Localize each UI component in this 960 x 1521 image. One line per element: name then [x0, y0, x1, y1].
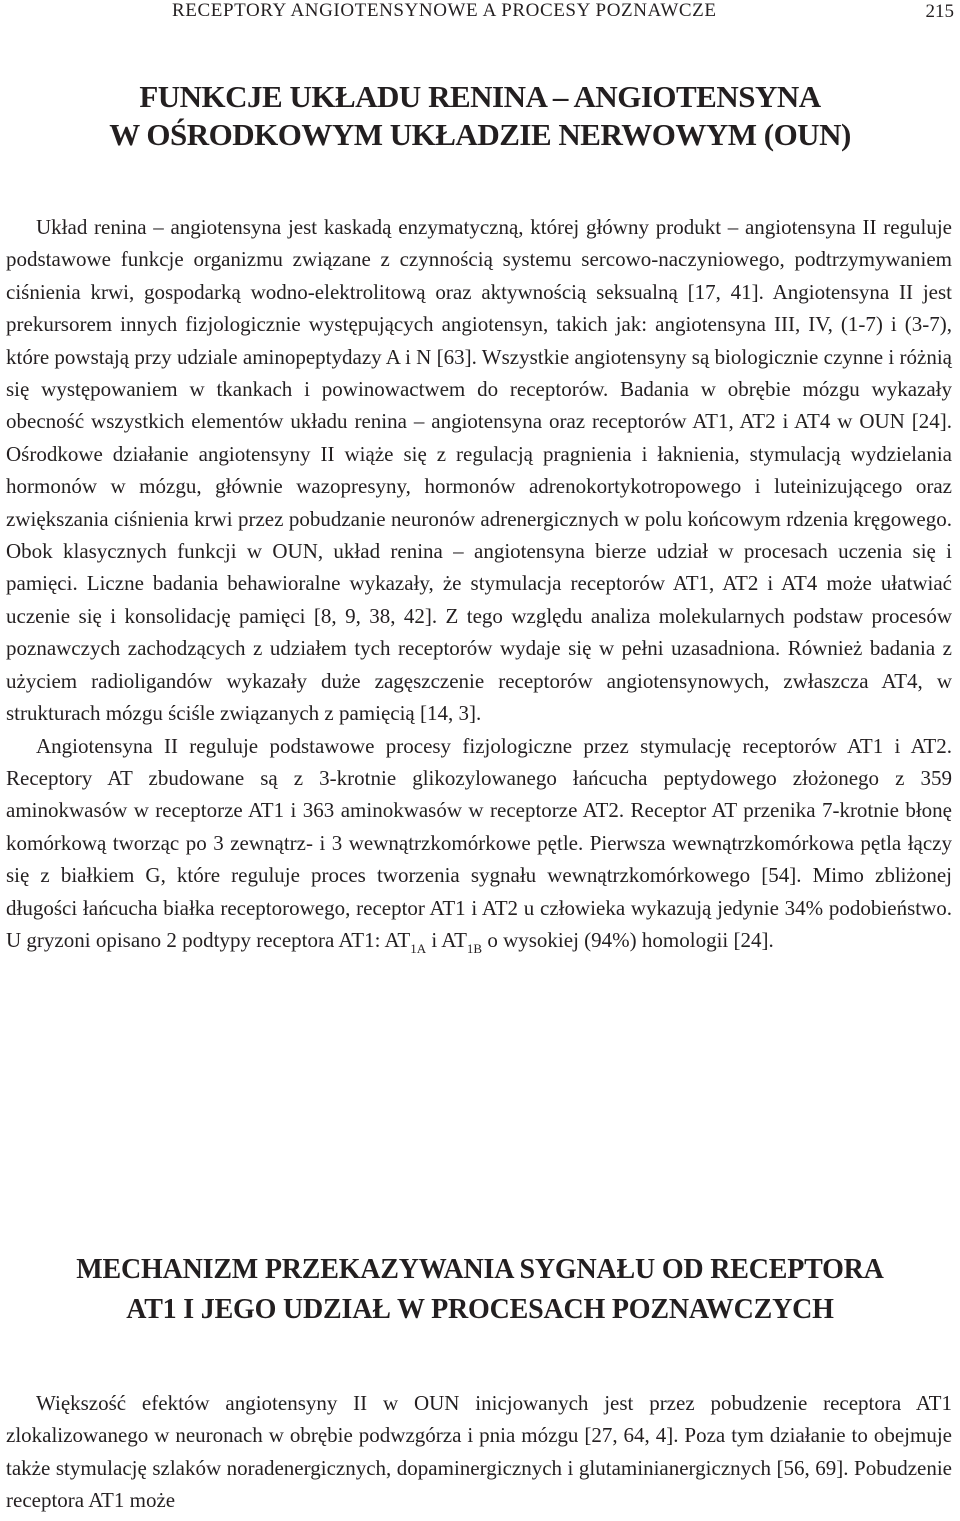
section-1-body — [6, 211, 952, 956]
section-heading-2 — [0, 1250, 960, 1330]
subtype-a-subscript: 1A — [410, 940, 427, 956]
subtype-b-subscript: 1B — [466, 940, 483, 956]
section-heading-2-line-1: MECHANIZM PRZEKAZYWANIA SYGNAŁU OD RECEPTORA — [76, 1254, 884, 1285]
section-1-paragraph-2-tail: o wysokiej (94%) homologii [24]. — [482, 927, 774, 952]
running-header — [0, 0, 960, 24]
section-1-paragraph-2-main: Angiotensyna II reguluje podstawowe procesy fizjologiczne przez stymulację receptorów AT1 i AT2. Receptory AT zbudowane są z 3-krotnie glikozylowanego łańcucha peptydowego złożonego z 359 aminokwasów w receptorze AT1 i 363 aminokwasów w receptorze AT2. Receptor AT przenika 7-krotnie błonę komórkową tworząc po 3 zewnątrz- i 3 wewnątrzkomórkowe pętle. Pierwsza wewnątrzkomórkowa pętla łączy się z białkiem G, które reguluje proces tworzenia sygnału wewnątrzkomórkowego [54]. Mimo zbliżonej długości łańcucha białka receptorowego, receptor AT1 i AT2 u człowieka wykazują jedynie 34% podobieństwo. U gryzoni opisano 2 podtypy receptora AT1: AT — [6, 733, 952, 952]
page-number: 215 — [925, 1, 954, 22]
section-1-paragraph-2 — [6, 730, 952, 957]
section-heading-1-line-1: FUNKCJE UKŁADU RENINA – ANGIOTENSYNA — [139, 79, 821, 114]
section-heading-1-line-2: W OŚRODKOWYM UKŁADZIE NERWOWYM (OUN) — [109, 117, 851, 152]
subtype-conjunction: i AT — [426, 927, 467, 952]
section-heading-2-line-2: AT1 I JEGO UDZIAŁ W PROCESACH POZNAWCZYCH — [126, 1294, 834, 1325]
running-title: RECEPTORY ANGIOTENSYNOWE A PROCESY POZNAWCZE — [172, 0, 717, 21]
section-1-paragraph-1: Układ renina – angiotensyna jest kaskadą enzymatyczną, której główny produkt – angiotensyna II reguluje podstawowe funkcje organizmu związane z czynnością systemu sercowo-naczyniowego, podtrzymywaniem ciśnienia krwi, gospodarką wodno-elektrolitową oraz aktywnością seksualną [17, 41]. Angiotensyna II jest prekursorem innych fizjologicznie występujących angiotensyn, takich jak: angiotensyna III, IV, (1-7) i (3-7), które powstają przy udziale aminopeptydazy A i N [63]. Wszystkie angiotensyny są biologicznie czynne i różnią się występowaniem w tkankach i powinowactwem do receptorów. Badania w obrębie mózgu wykazały obecność wszystkich elementów układu renina – angiotensyna oraz receptorów AT1, AT2 i AT4 w OUN [24]. Ośrodkowe działanie angiotensyny II wiąże się z regulacją pragnienia i łaknienia, stymulacją wydzielania hormonów w mózgu, głównie wazopresyny, hormonów adrenokortykotropowego i luteinizującego oraz zwiększania ciśnienia krwi przez pobudzanie neuronów adrenergicznych w polu końcowym rdzenia kręgowego. Obok klasycznych funkcji w OUN, układ renina – angiotensyna bierze udział w procesach uczenia się i pamięci. Liczne badania behawioralne wykazały, że stymulacja receptorów AT1, AT2 i AT4 może ułatwiać uczenie się i konsolidację pamięci [8, 9, 38, 42]. Z tego względu analiza molekularnych podstaw procesów poznawczych zachodzących z udziałem tych receptorów wydaje się w pełni uzasadniona. Również badania z użyciem radioligandów wykazały duże zagęszczenie receptorów angiotensynowych, zwłaszcza AT4, w strukturach mózgu ściśle związanych z pamięcią [14, 3]. — [6, 215, 952, 726]
section-heading-1 — [0, 78, 960, 154]
section-2-paragraph-1: Większość efektów angiotensyny II w OUN inicjowanych jest przez pobudzenie receptora AT1 zlokalizowanego w neuronach w obrębie podwzgórza i pnia mózgu [27, 64, 4]. Poza tym działanie to obejmuje także stymulację szlaków noradenergicznych, dopaminergicznych i glutaminianergicznych [56, 69]. Pobudzenie receptora AT1 może — [6, 1391, 952, 1513]
section-2-body — [6, 1387, 952, 1517]
